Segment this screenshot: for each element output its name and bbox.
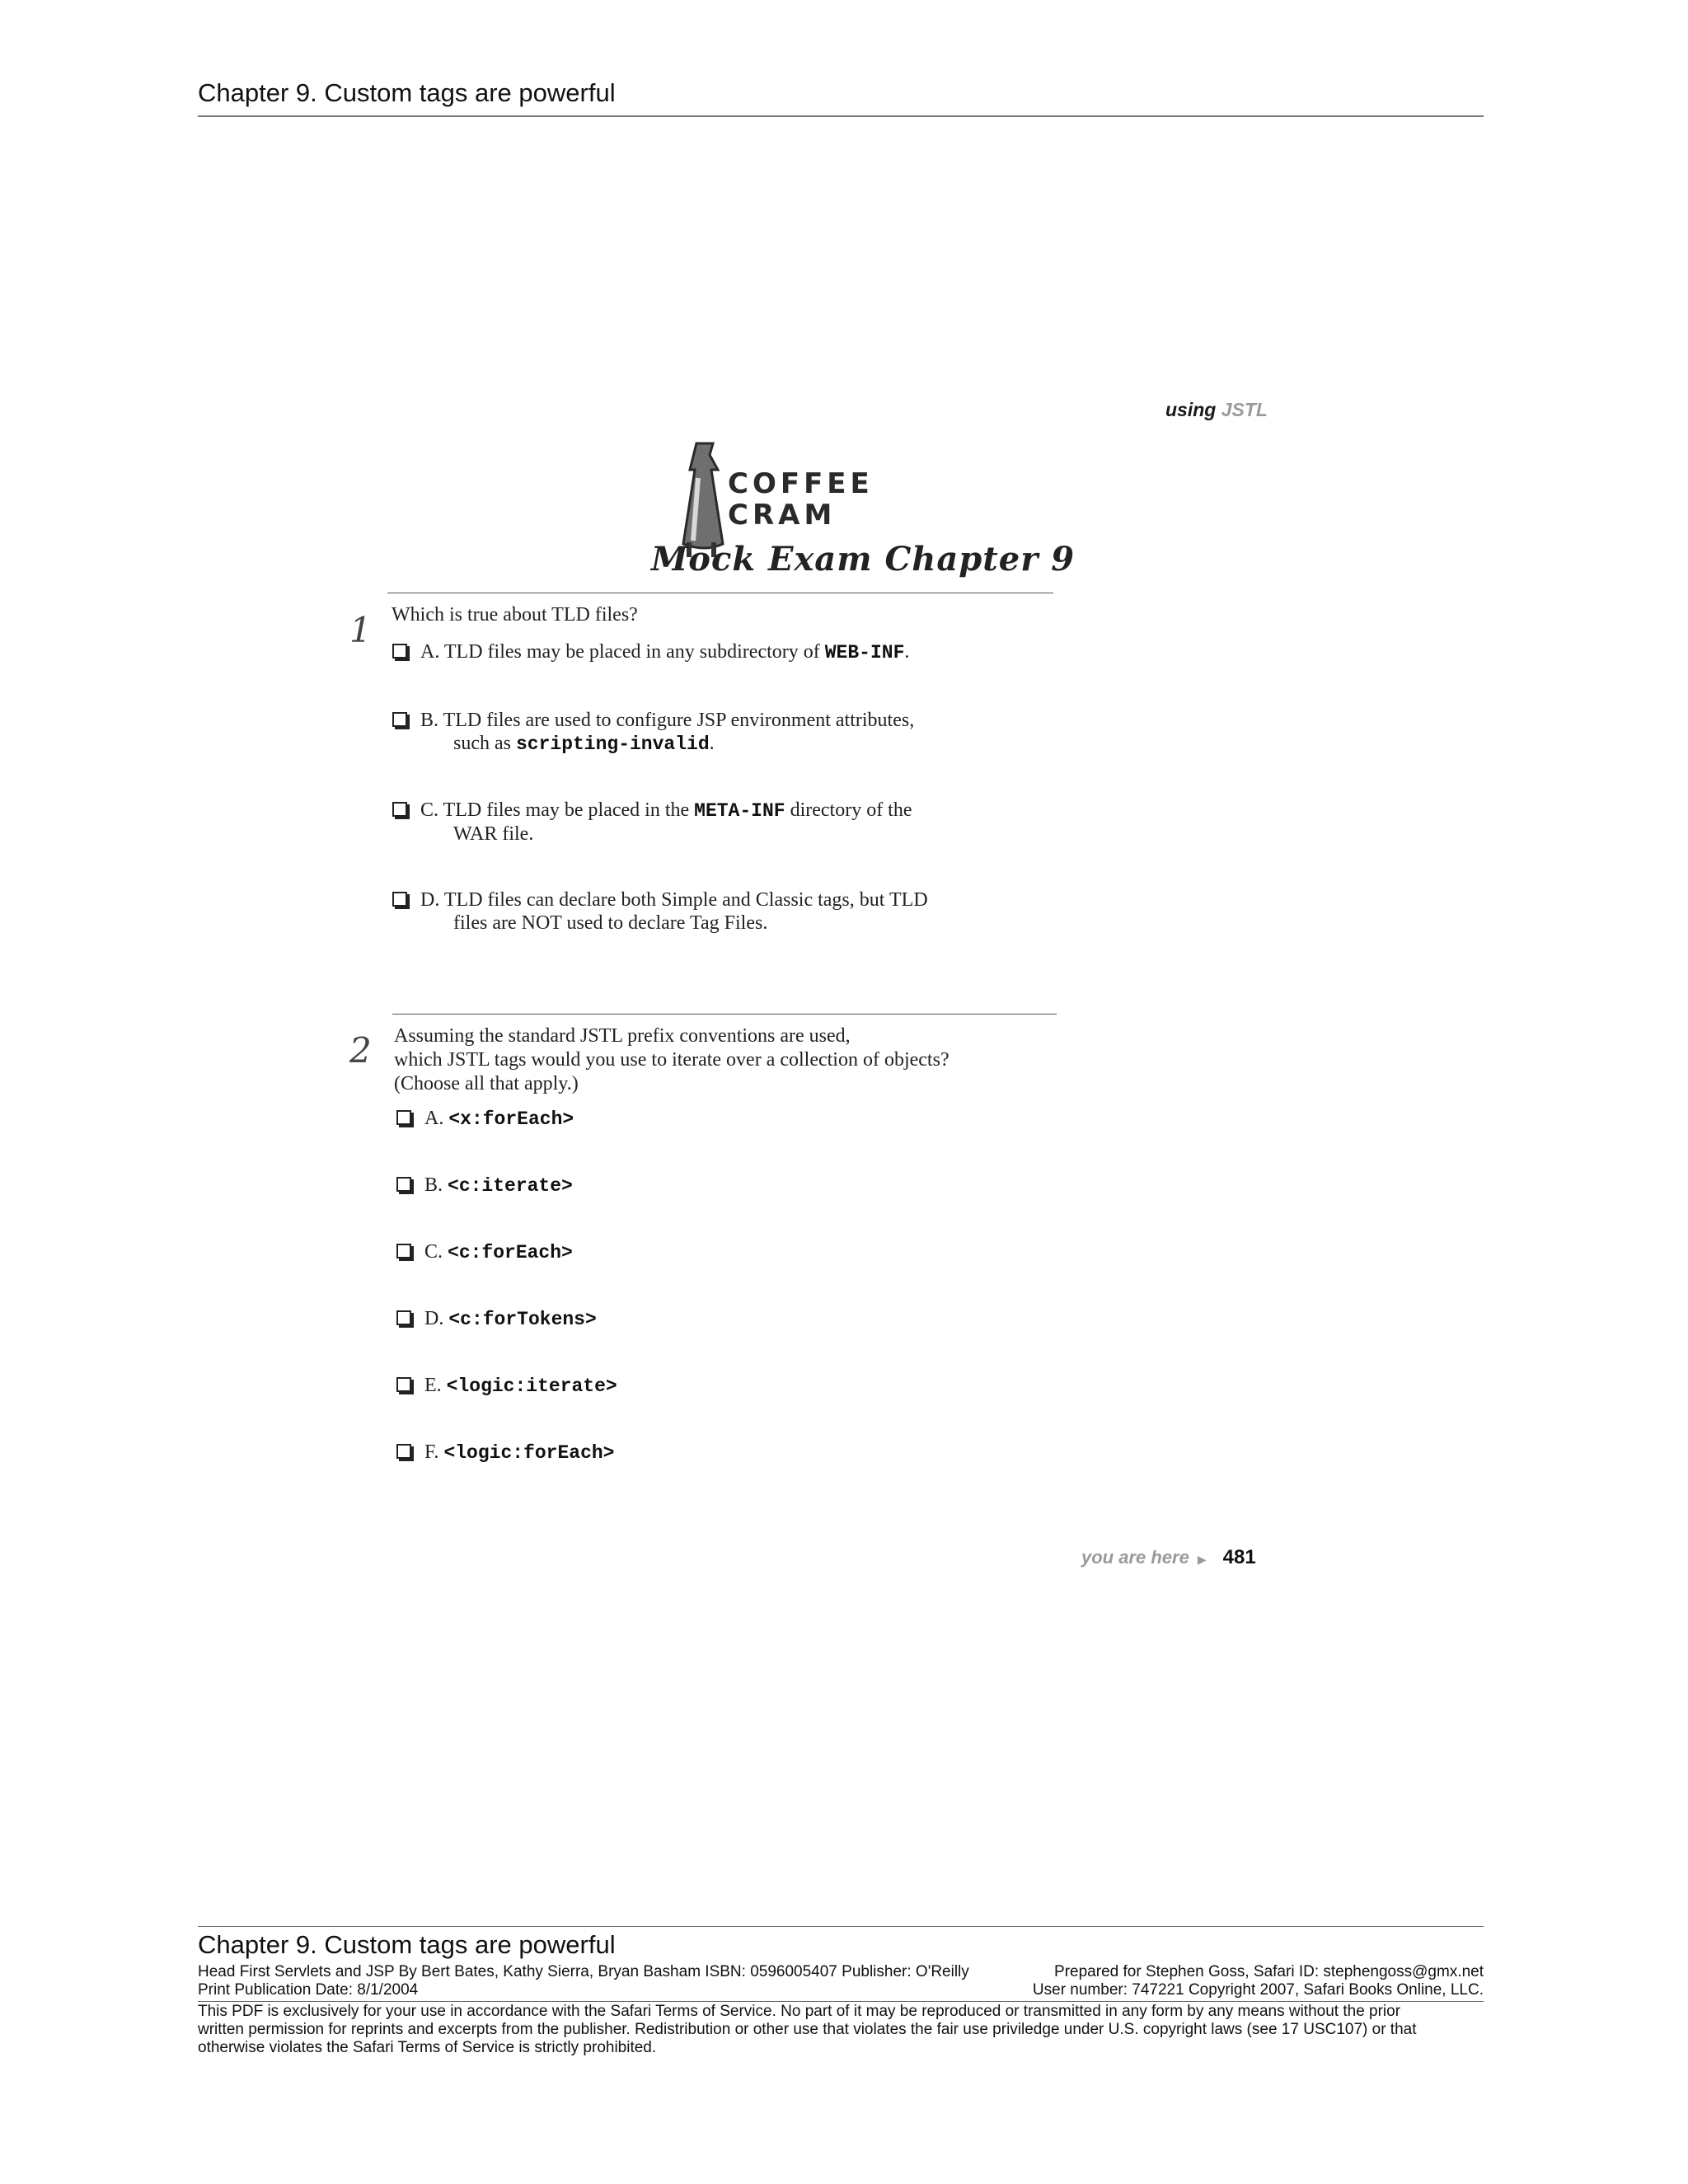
logo-line1: COFFEE <box>728 467 874 500</box>
section-label-topic: JSTL <box>1221 399 1268 420</box>
footer-prepared-for: Prepared for Stephen Goss, Safari ID: stephengoss@gmx.net <box>1054 1963 1484 1980</box>
checkbox-icon[interactable] <box>396 1377 411 1392</box>
question-1-option-b[interactable]: B. TLD files are used to configure JSP environment attributes, such as scripting-invalid. <box>392 709 914 756</box>
page-number: 481 <box>1222 1546 1256 1568</box>
question-2-option-c[interactable]: C. <c:forEach> <box>396 1240 573 1264</box>
you-are-here-label: you are here <box>1081 1547 1189 1568</box>
question-1-option-a[interactable]: A. TLD files may be placed in any subdirectory of WEB-INF. <box>392 640 909 664</box>
question-2-rule <box>392 1014 1057 1015</box>
footer-legal-notice: This PDF is exclusively for your use in accordance with the Safari Terms of Service. No part of it may be reproduced or transmitted in any form by any means without the prior written permission for reprints and excerpts from the publisher. Redistribution or other use that violates the fair use priviledge under U.S. copyright laws (see 17 USC107) or that otherwise violates the Safari Terms of Service is strictly prohibited. <box>198 2003 1417 2056</box>
question-2-option-d[interactable]: D. <c:forTokens> <box>396 1307 597 1331</box>
question-2-option-a[interactable]: A. <x:forEach> <box>396 1107 574 1131</box>
logo-line2: CRAM <box>728 499 837 532</box>
footer-pub-date: Print Publication Date: 8/1/2004 <box>198 1981 419 1999</box>
question-2-option-e[interactable]: E. <logic:iterate> <box>396 1374 617 1398</box>
question-1-text: Which is true about TLD files? <box>392 604 638 626</box>
footer-chapter-title: Chapter 9. Custom tags are powerful <box>198 1930 616 1959</box>
section-label-prefix: using <box>1165 399 1217 420</box>
question-2-option-f[interactable]: F. <logic:forEach> <box>396 1441 614 1465</box>
question-2-option-b[interactable]: B. <c:iterate> <box>396 1174 573 1197</box>
checkbox-icon[interactable] <box>396 1310 411 1325</box>
header-rule <box>198 115 1484 117</box>
checkbox-icon[interactable] <box>396 1110 411 1125</box>
question-1-option-c[interactable]: C. TLD files may be placed in the META-INF directory of the WAR file. <box>392 799 912 846</box>
checkbox-icon[interactable] <box>392 892 407 907</box>
footer-rule-top <box>198 1926 1484 1927</box>
page-marker <box>1081 1546 1256 1569</box>
question-2-number: 2 <box>349 1030 372 1071</box>
footer-book-line: Head First Servlets and JSP By Bert Bates, Kathy Sierra, Bryan Basham ISBN: 0596005407 Publisher: O'Reilly <box>198 1963 969 1980</box>
arrow-right-icon: ▶ <box>1197 1553 1207 1566</box>
footer-user-number: User number: 747221 Copyright 2007, Safari Books Online, LLC. <box>1032 1981 1484 1999</box>
question-1-number: 1 <box>349 610 372 650</box>
chapter-header-title: Chapter 9. Custom tags are powerful <box>198 78 616 107</box>
checkbox-icon[interactable] <box>396 1444 411 1459</box>
checkbox-icon[interactable] <box>392 802 407 817</box>
checkbox-icon[interactable] <box>392 644 407 658</box>
footer-rule-legal <box>198 2001 1484 2002</box>
question-2-text: Assuming the standard JSTL prefix conventions are used, which JSTL tags would you use to iterate over a collection of objects? (Choose all that apply.) <box>394 1025 950 1094</box>
mock-exam-title: Mock Exam Chapter 9 <box>651 540 1076 579</box>
checkbox-icon[interactable] <box>392 712 407 727</box>
checkbox-icon[interactable] <box>396 1177 411 1192</box>
section-label <box>1165 399 1268 421</box>
question-1-option-d[interactable]: D. TLD files can declare both Simple and Classic tags, but TLD files are NOT used to declare Tag Files. <box>392 888 928 935</box>
checkbox-icon[interactable] <box>396 1244 411 1258</box>
